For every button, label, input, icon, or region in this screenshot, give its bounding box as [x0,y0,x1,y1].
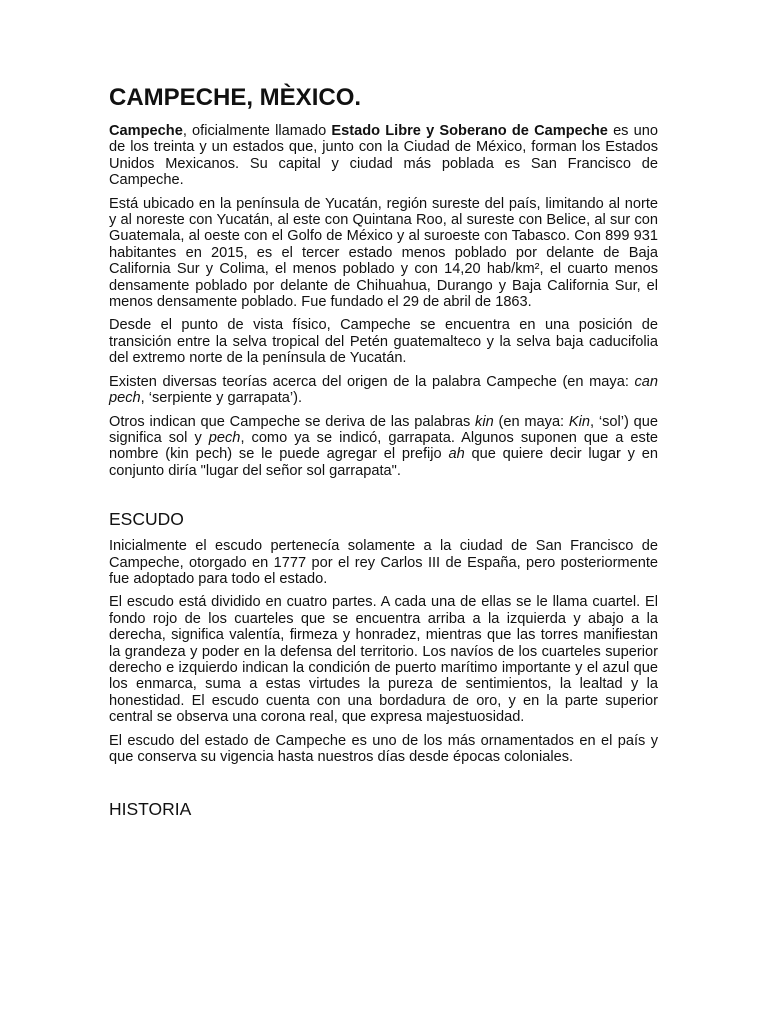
section-heading-escudo: ESCUDO [109,509,184,530]
bold-term-campeche: Campeche [109,123,183,139]
escudo-paragraph-2: El escudo está dividido en cuatro partes. A cada una de ellas se le llama cuartel. El fondo rojo de los cuarteles que se encuentra arriba a la izquierda y abajo a la derecha, significa valentía, firmeza y honradez, mientras que las torres manifiestan la grandeza y poder en la defensa del territorio. Los navíos de los cuarteles superior derecho e izquierdo indican la condición de puerto marítimo importante y el azul que los enmarca, suma a estas virtudes la pureza de sentimientos, la lealtad y la honestidad. El escudo cuenta con una bordadura de oro, y en la parte superior central se observa una corona real, que expresa majestuosidad. [109,594,658,726]
section-heading-historia: HISTORIA [109,799,192,820]
italic-term: pech [208,429,241,446]
intro-paragraph-5: Otros indican que Campeche se deriva de las palabras kin (en maya: Kin, ‘sol’) que significa sol y pech, como ya se indicó, garrapata. Algunos suponen que a este nombre (kin pech) se le puede agregar el prefijo ah que quiere decir lugar y en conjunto diría "lugar del señor sol garrapata". [109,413,659,479]
italic-term: Kin [568,413,590,430]
italic-term: ah [448,446,465,463]
italic-term: kin [475,413,494,430]
escudo-paragraph-3: El escudo del estado de Campeche es uno de los más ornamentados en el país y que conserva su vigencia hasta nuestros días desde épocas coloniales. [109,732,658,765]
intro-paragraph-3: Desde el punto de vista físico, Campeche se encuentra en una posición de transición entre la selva tropical del Petén guatemalteco y la selva baja caducifolia del extremo norte de la península de Yucatán. [109,317,658,367]
intro-paragraph-2: Está ubicado en la península de Yucatán, región sureste del país, limitando al norte y al noreste con Yucatán, al este con Quintana Roo, al sureste con Belice, al sur con Guatemala, al oeste con el Golfo de México y al suroeste con Tabasco. Con 899 931 habitantes en 2015, es el tercer estado menos poblado por delante de Baja California Sur y Colima, el menos poblado y con 14,20 hab/km², el cuarto menos densamente poblado por delante de Chihuahua, Durango y Baja California Sur, el menos densamente poblado. Fue fundado el 29 de abril de 1863. [109,195,658,311]
escudo-paragraph-1: Inicialmente el escudo pertenecía solamente a la ciudad de San Francisco de Campeche, otorgado en 1777 por el rey Carlos III de España, pero posteriormente fue adoptado para todo el estado. [109,538,658,587]
document-title: CAMPECHE, MÈXICO. [109,84,362,111]
bold-term-official-name: Estado Libre y Soberano de Campeche [331,123,608,139]
document-page [109,84,658,828]
intro-paragraph-1: Campeche, oficialmente llamado Estado Libre y Soberano de Campeche es uno de los treinta y un estados que, junto con la Ciudad de México, forman los Estados Unidos Mexicanos. Su capital y ciudad más poblada es San Francisco de Campeche. [109,123,659,189]
italic-term: can pech [109,373,658,407]
intro-paragraph-4: Existen diversas teorías acerca del origen de la palabra Campeche (en maya: can pech, ‘serpiente y garrapata’). [109,373,658,407]
